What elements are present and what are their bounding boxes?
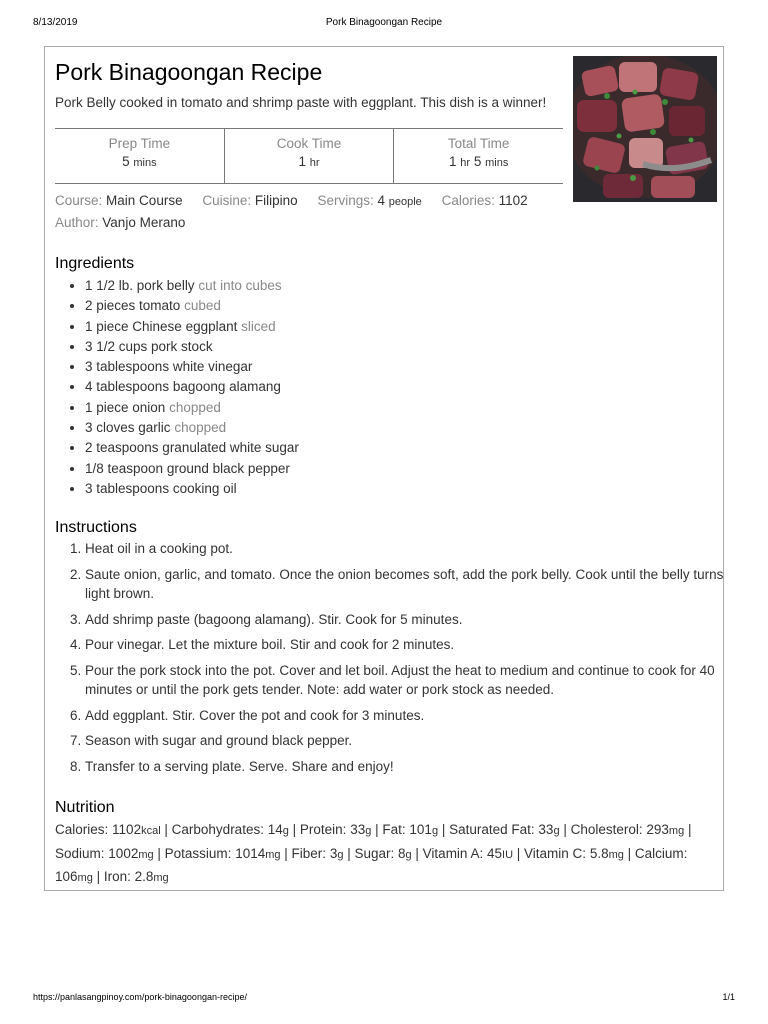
print-date: 8/13/2019 — [33, 17, 78, 28]
ingredient-note: chopped — [169, 399, 221, 415]
nutrition-item — [571, 822, 685, 837]
recipe-summary: Pork Belly cooked in tomato and shrimp paste with eggplant. This dish is a winner! — [55, 95, 547, 110]
recipe-card — [44, 46, 724, 891]
nutrition-label: Iron: — [103, 869, 131, 884]
nutrition-item — [354, 846, 411, 861]
nutrition-value: 45 — [486, 845, 503, 861]
author-label: Author: — [55, 215, 99, 230]
nutrition-unit: mg — [668, 825, 685, 837]
author-value: Vanjo Merano — [102, 215, 186, 230]
nutrition-unit: g — [337, 848, 344, 861]
nutrition-value: 5.8 — [589, 845, 609, 861]
nutrition-heading: Nutrition — [55, 799, 115, 816]
nutrition-value: 106 — [55, 869, 78, 884]
ingredient-item — [85, 479, 299, 499]
servings-label: Servings: — [317, 193, 374, 208]
instructions-list — [55, 539, 735, 782]
ingredient-text: 1 piece onion — [85, 399, 166, 415]
ingredient-item — [85, 459, 299, 479]
cook-time — [224, 129, 394, 183]
ingredient-text: 3 cloves garlic — [85, 420, 171, 436]
page-number: 1/1 — [722, 992, 735, 1002]
ingredient-item — [85, 337, 299, 357]
ingredient-text: 3 1/2 cups pork stock — [85, 338, 213, 354]
nutrition-label: Sodium: — [55, 845, 105, 861]
nutrition-unit: mg — [153, 872, 169, 884]
instructions-heading: Instructions — [55, 519, 137, 536]
prep-time-value — [55, 154, 224, 169]
ingredient-text: 3 tablespoons cooking oil — [85, 480, 237, 496]
nutrition-value: 1102 — [112, 822, 142, 837]
prep-time-label: Prep Time — [108, 136, 171, 151]
course-label: Course: — [55, 193, 103, 208]
recipe-times — [55, 128, 563, 184]
nutrition-label: Cholesterol: — [570, 822, 643, 837]
nutrition-label: Fat: — [382, 822, 406, 837]
nutrition-label: Calories: — [55, 822, 109, 837]
ingredients-list — [55, 276, 299, 499]
prep-time-unit: mins — [133, 157, 157, 169]
nutrition-label: Fiber: — [291, 845, 327, 861]
nutrition-value: 2.8 — [134, 869, 154, 884]
total-time — [393, 129, 563, 183]
source-url[interactable]: https://panlasangpinoy.com/pork-binagoongan-recipe/ — [33, 992, 247, 1002]
servings-value: 4 — [377, 193, 385, 208]
nutrition-value: 101 — [409, 822, 432, 837]
cook-time-value — [225, 154, 394, 169]
nutrition-label: Potassium: — [164, 845, 232, 861]
ingredient-note: chopped — [174, 420, 227, 436]
nutrition-item — [423, 846, 513, 861]
ingredient-text: 3 tablespoons white vinegar — [85, 359, 253, 375]
total-time-hours: 1 — [449, 154, 457, 169]
ingredient-item — [85, 276, 299, 296]
nutrition-value: 33 — [538, 822, 554, 837]
ingredient-text: 2 pieces tomato — [85, 298, 181, 314]
instruction-step: 5. Pour the pork stock into the pot. Cover and let boil. Adjust the heat to medium and continue to cook for 40 minutes or until the pork gets tender. Note: add water or pork stock as needed. — [85, 661, 735, 700]
nutrition-value: 1002 — [108, 845, 139, 861]
nutrition-value: 8 — [398, 845, 406, 861]
nutrition-item — [382, 822, 438, 837]
recipe-photo — [573, 56, 717, 202]
nutrition-label: Calcium: — [634, 845, 688, 861]
ingredient-item — [85, 398, 299, 418]
nutrition-unit: mg — [77, 872, 93, 884]
nutrition-item — [300, 822, 371, 837]
nutrition-value: 14 — [267, 822, 283, 837]
ingredient-item — [85, 357, 299, 377]
instruction-step: 4. Pour vinegar. Let the mixture boil. Stir and cook for 2 minutes. — [85, 635, 735, 655]
total-time-minutes-unit: mins — [485, 157, 509, 169]
nutrition-value: 33 — [350, 822, 366, 837]
nutrition-unit: g — [553, 825, 560, 837]
instruction-step: 7. Season with sugar and ground black pepper. — [85, 731, 735, 751]
ingredient-note: cubed — [184, 298, 221, 314]
cook-time-number: 1 — [298, 154, 306, 169]
recipe-meta — [55, 193, 528, 208]
cook-time-unit: hr — [309, 157, 320, 169]
cuisine-value: Filipino — [254, 193, 298, 208]
nutrition-label: Carbohydrates: — [171, 822, 264, 837]
ingredient-item — [85, 296, 299, 316]
ingredient-item — [85, 438, 299, 458]
nutrition-item — [55, 822, 161, 837]
nutrition-unit: kcal — [141, 825, 161, 837]
total-time-label: Total Time — [447, 136, 510, 151]
instruction-step: 1. Heat oil in a cooking pot. — [85, 539, 735, 559]
total-time-hours-unit: hr — [460, 157, 471, 169]
ingredient-note: cut into cubes — [198, 278, 282, 293]
nutrition-label: Saturated Fat: — [449, 822, 535, 837]
instruction-step: 2. Saute onion, garlic, and tomato. Once the onion becomes soft, add the pork belly. Cook until the belly turns light brown. — [85, 565, 735, 604]
ingredient-note: sliced — [241, 318, 276, 334]
ingredient-text: 1/8 teaspoon ground black pepper — [85, 460, 290, 476]
nutrition-unit: g — [365, 825, 372, 837]
nutrition-unit: g — [405, 848, 412, 861]
prep-time — [55, 129, 224, 183]
total-time-value — [394, 154, 563, 169]
nutrition-item — [172, 822, 289, 837]
instruction-step: 3. Add shrimp paste (bagoong alamang). Stir. Cook for 5 minutes. — [85, 610, 735, 630]
recipe-title: Pork Binagoongan Recipe — [55, 59, 323, 85]
nutrition-unit: g — [282, 825, 289, 837]
ingredient-item — [85, 317, 299, 337]
instruction-step: 8. Transfer to a serving plate. Serve. Share and enjoy! — [85, 757, 735, 777]
nutrition-item — [524, 846, 624, 861]
nutrition-item — [104, 869, 169, 884]
nutrition-item — [55, 846, 154, 861]
nutrition-facts: Calories: 1102kcal | Carbohydrates: 14g | Protein: 33g | Fat: 101g | Saturated Fat: 33g | Cholesterol: 293mg | Sodium: 1002mg | Potassium: 1014mg | Fiber: 3g | Sugar: 8g | Vitamin A: 45IU | Vitamin C: 5.8mg | Calcium: 106mg | Iron: 2.8mg — [55, 822, 692, 884]
total-time-minutes: 5 — [473, 154, 482, 169]
nutrition-item — [292, 846, 344, 861]
cuisine-label: Cuisine: — [202, 193, 252, 208]
nutrition-item — [165, 846, 281, 861]
nutrition-unit: mg — [608, 848, 624, 861]
calories-label: Calories: — [441, 193, 495, 208]
cook-time-label: Cook Time — [276, 136, 342, 151]
ingredients-heading: Ingredients — [55, 255, 135, 272]
nutrition-unit: IU — [502, 848, 514, 861]
ingredient-text: 2 teaspoons granulated white sugar — [85, 440, 299, 456]
ingredient-item — [85, 418, 299, 438]
course-value: Main Course — [106, 193, 183, 208]
nutrition-value: 3 — [329, 845, 338, 861]
ingredient-item — [85, 377, 299, 397]
nutrition-value: 1014 — [235, 845, 266, 861]
recipe-author — [55, 215, 185, 230]
ingredient-text: 1 piece Chinese eggplant — [85, 318, 238, 334]
nutrition-unit: mg — [138, 848, 154, 861]
print-title: Pork Binagoongan Recipe — [325, 17, 443, 28]
ingredient-text: 4 tablespoons bagoong alamang — [85, 379, 281, 395]
nutrition-unit: mg — [265, 848, 281, 861]
servings-unit: people — [388, 196, 422, 208]
nutrition-label: Protein: — [299, 822, 347, 837]
prep-time-number: 5 — [122, 154, 130, 169]
nutrition-value: 293 — [646, 822, 669, 837]
nutrition-label: Vitamin A: — [422, 845, 484, 861]
nutrition-label: Vitamin C: — [524, 845, 587, 861]
calories-value: 1102 — [498, 193, 528, 208]
instruction-step: 6. Add eggplant. Stir. Cover the pot and cook for 3 minutes. — [85, 706, 735, 726]
nutrition-label: Sugar: — [354, 845, 395, 861]
ingredient-text: 1 1/2 lb. pork belly — [85, 278, 195, 293]
nutrition-item — [449, 822, 559, 837]
nutrition-unit: g — [431, 825, 439, 837]
